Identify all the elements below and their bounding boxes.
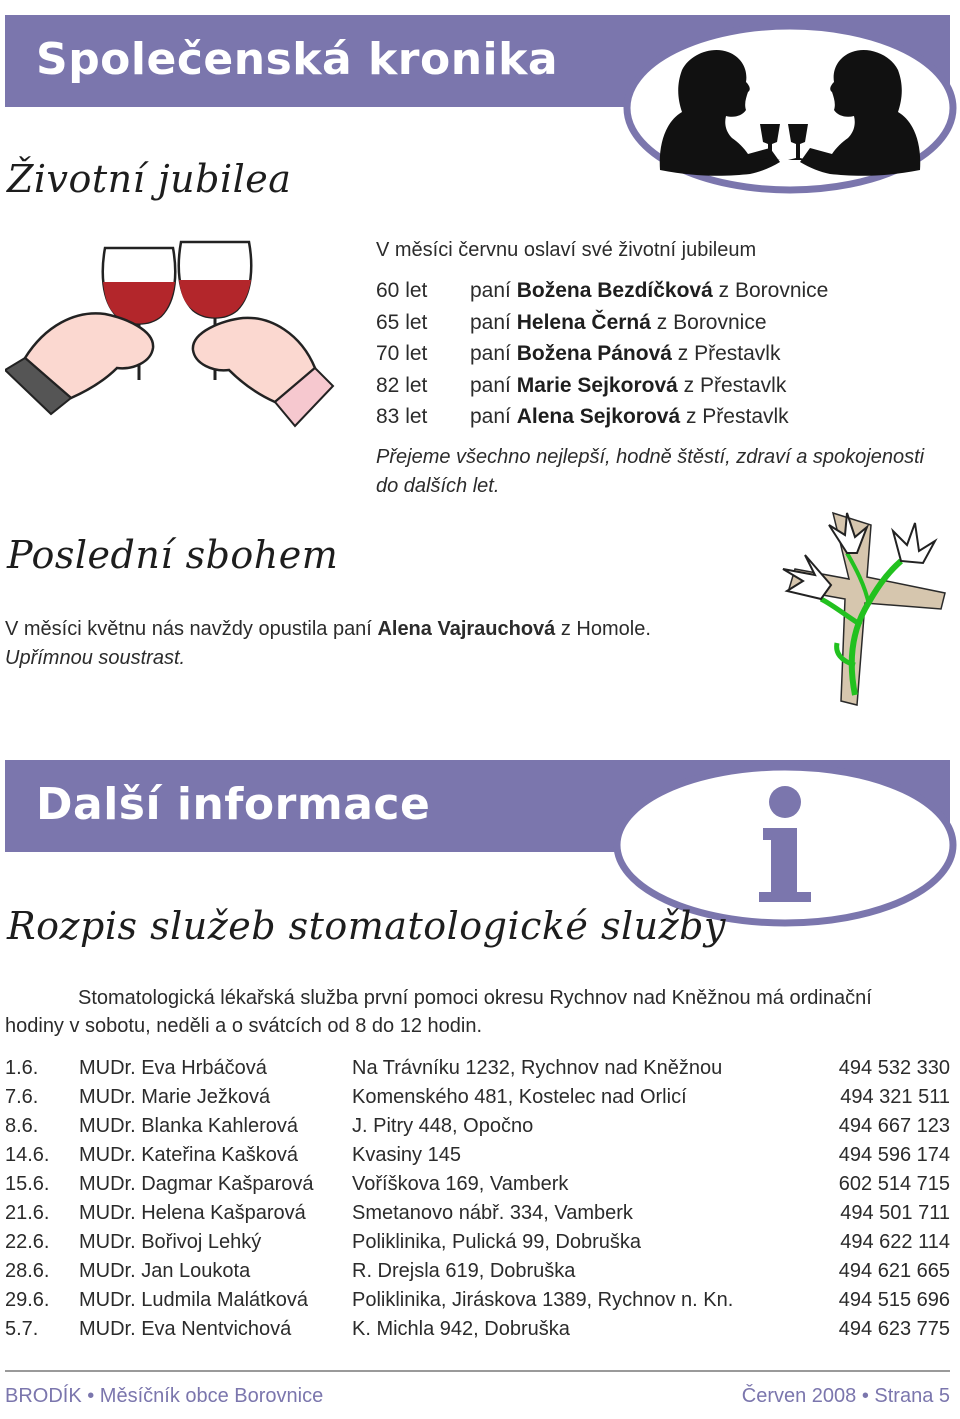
schedule-date: 22.6. xyxy=(5,1231,50,1253)
jubilea-place: z Borovnice xyxy=(718,279,829,302)
jubilea-name: Alena Sejkorová xyxy=(516,405,681,428)
schedule-row xyxy=(5,1086,950,1114)
schedule-row xyxy=(5,1260,950,1288)
schedule-date: 1.6. xyxy=(5,1057,39,1079)
schedule-address: Kvasiny 145 xyxy=(352,1144,461,1166)
schedule-date: 14.6. xyxy=(5,1144,50,1166)
schedule-doctor: MUDr. Jan Loukota xyxy=(79,1260,251,1282)
schedule-address: Poliklinika, Jiráskova 1389, Rychnov n. Kn. xyxy=(352,1289,734,1311)
schedule-address: Komenského 481, Kostelec nad Orlicí xyxy=(352,1086,687,1108)
jubilea-place: z Přestavlk xyxy=(683,374,787,397)
jubilea-place: z Borovnice xyxy=(656,311,767,334)
schedule-doctor: MUDr. Dagmar Kašparová xyxy=(79,1173,314,1195)
schedule-date: 28.6. xyxy=(5,1260,50,1282)
jubilea-place: z Přestavlk xyxy=(685,405,789,428)
jubilea-name: Marie Sejkorová xyxy=(516,374,678,397)
schedule-row xyxy=(5,1231,950,1259)
jubilea-age: 70 let xyxy=(376,342,428,365)
lily-cross-illustration xyxy=(775,505,960,710)
schedule-doctor: MUDr. Marie Ježková xyxy=(79,1086,271,1108)
schedule-doctor: MUDr. Ludmila Malátková xyxy=(79,1289,308,1311)
sbohem-text-after: z Homole. xyxy=(560,618,651,640)
schedule-phone: 494 622 114 xyxy=(840,1231,950,1253)
jubilea-person xyxy=(470,405,789,429)
jubilea-name: Helena Černá xyxy=(516,311,651,334)
toasting-couple-illustration xyxy=(620,20,960,195)
sbohem-condolence: Upřímnou soustrast. xyxy=(5,647,186,669)
schedule-doctor: MUDr. Eva Nentvichová xyxy=(79,1318,292,1340)
jubilea-wish-line1: Přejeme všechno nejlepší, hodně štěstí, zdraví a spokojenosti xyxy=(376,446,925,468)
sbohem-text-before: V měsíci květnu nás navždy opustila paní xyxy=(5,618,372,640)
schedule-date: 29.6. xyxy=(5,1289,50,1311)
jubilea-prefix: paní xyxy=(470,342,511,365)
stomatology-para-line1: Stomatologická lékařská služba první pomoci okresu Rychnov nad Kněžnou má ordinační xyxy=(78,987,872,1009)
jubilea-intro: V měsíci červnu oslaví své životní jubileum xyxy=(376,239,757,261)
schedule-date: 15.6. xyxy=(5,1173,50,1195)
schedule-doctor: MUDr. Eva Hrbáčová xyxy=(79,1057,267,1079)
schedule-phone: 494 621 665 xyxy=(838,1260,950,1282)
sbohem-name: Alena Vajrauchová xyxy=(377,618,556,640)
schedule-row xyxy=(5,1202,950,1230)
section-title-info: Další informace xyxy=(36,779,431,830)
schedule-phone: 494 623 775 xyxy=(838,1318,950,1340)
schedule-address: Poliklinika, Pulická 99, Dobruška xyxy=(352,1231,642,1253)
jubilea-person xyxy=(470,279,828,303)
jubilea-wish-line2: do dalších let. xyxy=(376,475,500,497)
schedule-address: Smetanovo nábř. 334, Vamberk xyxy=(352,1202,633,1224)
schedule-row xyxy=(5,1289,950,1317)
jubilea-person xyxy=(470,342,780,366)
schedule-row xyxy=(5,1318,950,1346)
schedule-address: Voříškova 169, Vamberk xyxy=(352,1173,569,1195)
jubilea-person xyxy=(470,374,786,398)
jubilea-age: 60 let xyxy=(376,279,428,302)
section-heading-jubilea: Životní jubilea xyxy=(7,157,292,201)
schedule-address: Na Trávníku 1232, Rychnov nad Kněžnou xyxy=(352,1057,723,1079)
schedule-address: K. Michla 942, Dobruška xyxy=(352,1318,570,1340)
jubilea-name: Božena Pánová xyxy=(516,342,672,365)
footer-divider xyxy=(5,1370,950,1372)
jubilea-place: z Přestavlk xyxy=(677,342,781,365)
jubilea-prefix: paní xyxy=(470,311,511,334)
section-heading-sbohem: Poslední sbohem xyxy=(7,533,339,577)
schedule-address: R. Drejsla 619, Dobruška xyxy=(352,1260,576,1282)
jubilea-age: 65 let xyxy=(376,311,428,334)
schedule-date: 8.6. xyxy=(5,1115,39,1137)
schedule-row xyxy=(5,1115,950,1143)
schedule-doctor: MUDr. Bořivoj Lehký xyxy=(79,1231,262,1253)
schedule-phone: 494 596 174 xyxy=(838,1144,950,1166)
jubilea-prefix: paní xyxy=(470,405,511,428)
schedule-phone: 494 501 711 xyxy=(840,1202,950,1224)
jubilea-prefix: paní xyxy=(470,279,511,302)
jubilea-age: 82 let xyxy=(376,374,428,397)
footer-right: Červen 2008 • Strana 5 xyxy=(741,1385,950,1407)
jubilea-name: Božena Bezdíčková xyxy=(516,279,713,302)
schedule-row xyxy=(5,1144,950,1172)
schedule-date: 5.7. xyxy=(5,1318,39,1340)
jubilea-person xyxy=(470,311,767,335)
schedule-doctor: MUDr. Kateřina Kašková xyxy=(79,1144,298,1166)
jubilea-prefix: paní xyxy=(470,374,511,397)
section-heading-stomatology: Rozpis služeb stomatologické služby xyxy=(7,904,726,948)
sbohem-text xyxy=(5,618,651,641)
schedule-date: 7.6. xyxy=(5,1086,39,1108)
footer-left: BRODÍK • Měsíčník obce Borovnice xyxy=(5,1385,324,1407)
page-title: Společenská kronika xyxy=(36,34,559,85)
schedule-address: J. Pitry 448, Opočno xyxy=(352,1115,534,1137)
schedule-phone: 494 321 511 xyxy=(840,1086,950,1108)
wine-toast-illustration xyxy=(5,230,335,445)
schedule-date: 21.6. xyxy=(5,1202,50,1224)
schedule-phone: 602 514 715 xyxy=(838,1173,950,1195)
schedule-row xyxy=(5,1057,950,1085)
schedule-doctor: MUDr. Blanka Kahlerová xyxy=(79,1115,298,1137)
schedule-doctor: MUDr. Helena Kašparová xyxy=(79,1202,306,1224)
schedule-phone: 494 667 123 xyxy=(838,1115,950,1137)
schedule-row xyxy=(5,1173,950,1201)
stomatology-para-line2: hodiny v sobotu, neděli a o svátcích od 8 do 12 hodin. xyxy=(5,1015,483,1037)
jubilea-age: 83 let xyxy=(376,405,428,428)
schedule-phone: 494 532 330 xyxy=(838,1057,950,1079)
schedule-phone: 494 515 696 xyxy=(838,1289,950,1311)
